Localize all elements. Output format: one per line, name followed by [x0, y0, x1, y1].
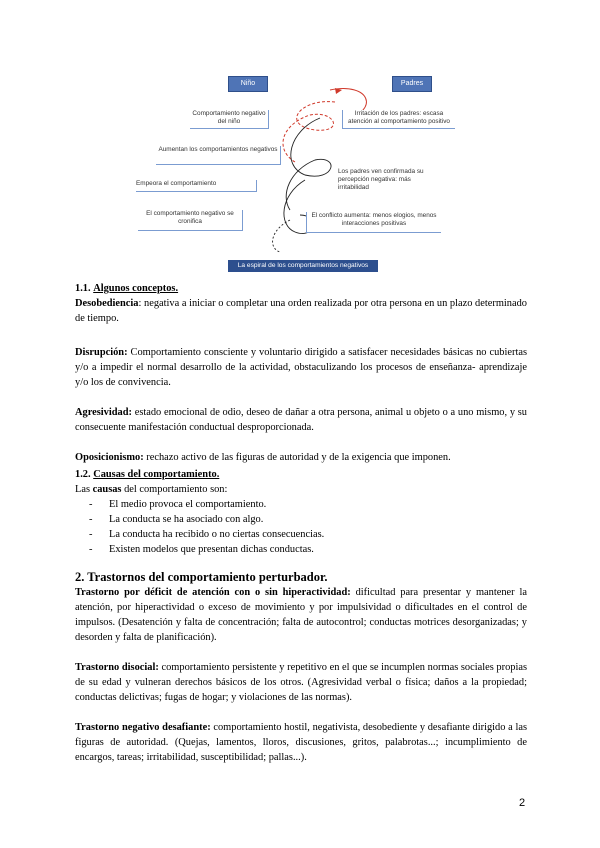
definition-agresividad [75, 405, 527, 435]
section-title: Algunos conceptos. [93, 283, 179, 294]
section-number: 1.2. [75, 469, 91, 480]
section-title: Causas del comportamiento. [93, 469, 220, 480]
intro-pre: Las [75, 484, 93, 495]
term: Disrupción: [75, 347, 128, 358]
spiral-diagram [130, 70, 470, 275]
list-item: - El medio provoca el comportamiento. [89, 497, 527, 512]
term: Oposicionismo: [75, 452, 144, 463]
intro-bold: causas [92, 484, 122, 495]
term: Trastorno por déficit de atención con o sin hiperactividad: [75, 587, 351, 598]
definition-text: estado emocional de odio, deseo de dañar a otra persona, animal u objeto o a uno mismo, y su consecuente manifestación conductual desproporcionada. [75, 407, 527, 433]
list-item: - La conducta ha recibido o no ciertas consecuencias. [89, 527, 527, 542]
right-box-2: Los padres ven confirmada su percepción negativa: más irritabilidad [338, 168, 430, 196]
left-box-4: El comportamiento negativo se cronifica [138, 210, 243, 231]
left-header-nino: Niño [228, 76, 268, 92]
definition-text: comportamiento hostil, negativista, desobediente y desafiante dirigido a las figuras de autoridad. (Quejas, lamentos, lloros, discusiones, gritos, palabrotas...; incumplimiento de encargos, tareas; irritabilidad, susceptibilidad; pallas...). [75, 722, 528, 763]
causes-intro [75, 482, 527, 497]
left-box-2: Aumentan los comportamientos negativos [156, 146, 281, 165]
definition-text: negativa a iniciar o completar una orden realizada por otra persona en un plazo determinado de tiempo. [75, 298, 527, 324]
section-causas [75, 467, 527, 557]
definition-text: comportamiento persistente y repetitivo en el que se incumplen normas sociales propias de su edad y vulneran derechos básicos de los otros. (Agresividad verbal o física; daños a la propiedad; conductas delictivas; fugas de hogar; y violaciones de las normas). [75, 662, 528, 703]
section-conceptos [75, 281, 527, 465]
right-header-padres: Padres [392, 76, 432, 92]
causes-list [75, 497, 527, 557]
definition-negativo-desafiante [75, 720, 527, 765]
page-number: 2 [519, 797, 526, 809]
list-item: - Existen modelos que presentan dichas conductas. [89, 542, 527, 557]
term: Trastorno negativo desafiante: [75, 722, 211, 733]
definition-text: dificultad para presentar y mantener la atención, por hiperactividad o exceso de movimiento y por impulsividad o dificultades en el control de impulsos. (Desatención y falta de concentración; falta de autocontrol; conductas motrices desorganizadas; y desorden y falta de planificación). [75, 587, 527, 643]
definition-text: rechazo activo de las figuras de autoridad y de la exigencia que imponen. [143, 452, 451, 463]
definition-desobediencia [75, 296, 527, 326]
section-heading [75, 467, 527, 482]
term: Trastorno disocial: [75, 662, 159, 673]
list-item: - La conducta se ha asociado con algo. [89, 512, 527, 527]
definition-disrupcion [75, 345, 527, 390]
term-sep: : [138, 298, 142, 309]
definition-disocial [75, 660, 527, 705]
section-trastornos [75, 570, 527, 765]
right-box-1: Irritación de los padres: escasa atención al comportamiento positivo [342, 110, 455, 129]
section-heading [75, 281, 527, 296]
left-box-1: Comportamiento negativo del niño [190, 110, 269, 129]
definition-tdah [75, 585, 527, 645]
definition-text: Comportamiento consciente y voluntario dirigido a satisfacer necesidades básicas no cubiertas y/o a impedir el normal desarrollo de la actividad, obstaculizando los procesos de enseñanza- aprendizaje y/o los de convivencia. [75, 347, 527, 388]
term: Desobediencia [75, 298, 139, 309]
left-box-3: Empeora el comportamiento [136, 180, 257, 192]
right-box-3: El conflicto aumenta: menos elogios, menos interacciones positivas [306, 212, 441, 233]
definition-oposicionismo [75, 450, 527, 465]
section-heading: 2. Trastornos del comportamiento perturbador. [75, 570, 328, 584]
section-number: 1.1. [75, 283, 91, 294]
term: Agresividad: [75, 407, 132, 418]
intro-post: del comportamiento son: [121, 484, 228, 495]
diagram-caption: La espiral de los comportamientos negativos [228, 260, 378, 272]
